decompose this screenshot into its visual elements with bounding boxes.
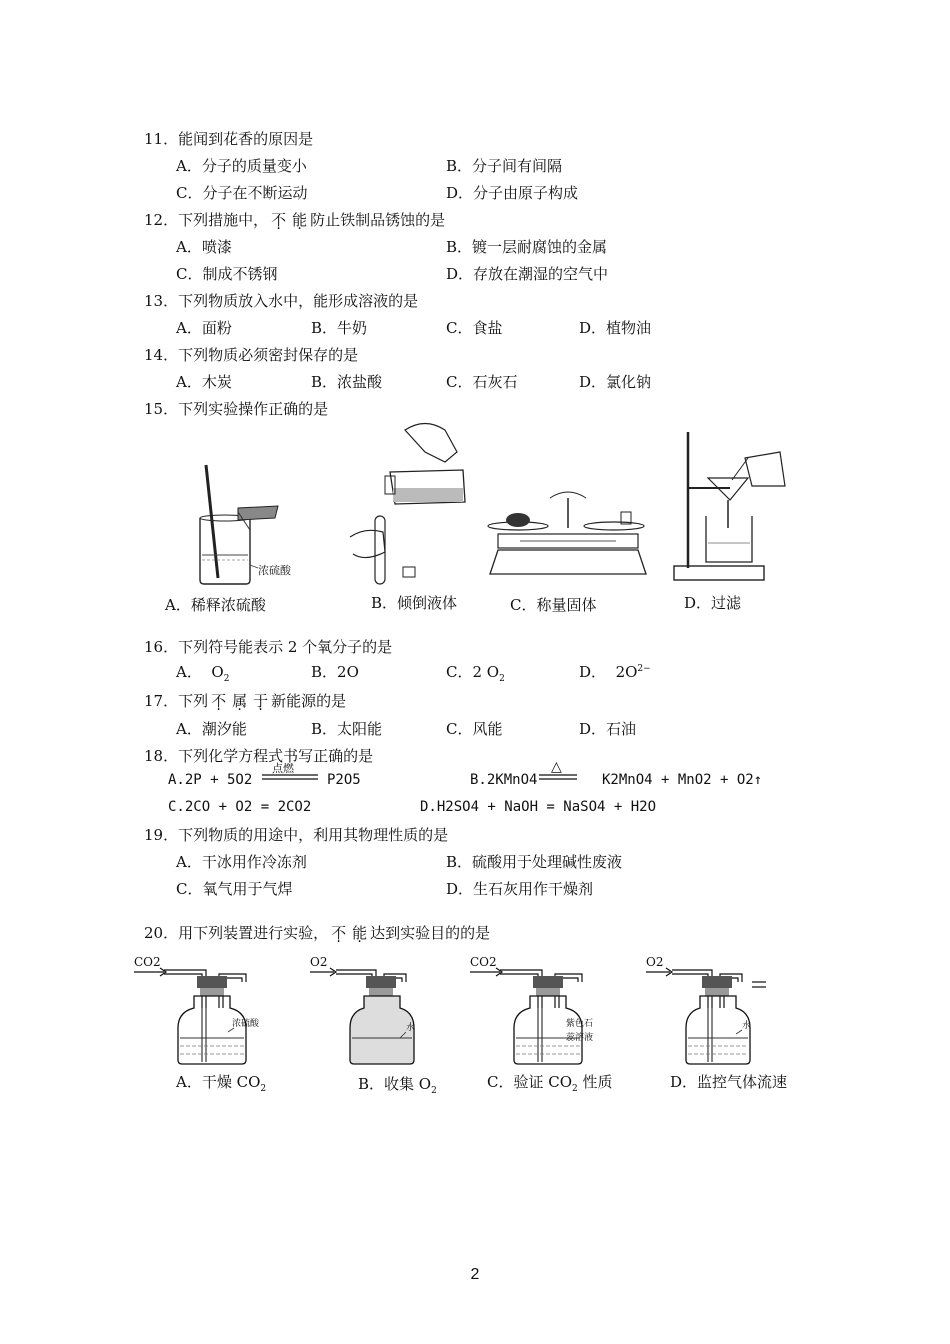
q13-stem: 13．下列物质放入水中，能形成溶液的是	[144, 292, 419, 310]
svg-text:浓硫酸: 浓硫酸	[232, 1019, 260, 1029]
svg-text:水: 水	[742, 1021, 752, 1031]
q18-stem: 18．下列化学方程式书写正确的是	[144, 747, 374, 765]
svg-text:水: 水	[406, 1023, 416, 1033]
figure-balance	[488, 488, 648, 588]
q18-option-d: D.H2SO4 + NaOH = NaSO4 + H2O	[420, 799, 657, 815]
q18-option-b-left: B.2KMnO4	[470, 772, 538, 788]
q18-condition-heat: △	[551, 759, 562, 775]
q20-stem: 20．用下列装置进行实验， 不 能 达到实验目的的是	[144, 924, 491, 942]
emphasis-mark: 属	[232, 692, 248, 710]
svg-text:CO2: CO2	[470, 955, 497, 969]
q13-option-a: A．面粉	[176, 319, 232, 337]
q11-option-b: B．分子间有间隔	[446, 157, 563, 175]
svg-text:CO2: CO2	[134, 955, 161, 969]
q18-condition-ignite: 点燃	[272, 762, 294, 775]
q12-option-d: D．存放在潮湿的空气中	[446, 265, 609, 283]
double-line-arrow	[262, 774, 318, 782]
q17-option-b: B．太阳能	[311, 720, 383, 738]
emphasis-mark: 不	[211, 692, 227, 710]
svg-text:O2: O2	[646, 955, 664, 969]
q13-option-b: B．牛奶	[311, 319, 368, 337]
q19-option-b: B．硫酸用于处理碱性废液	[446, 853, 623, 871]
q19-option-d: D．生石灰用作干燥剂	[446, 880, 594, 898]
svg-text:蕊溶液: 蕊溶液	[566, 1033, 594, 1043]
q17-stem: 17．下列 不 属 于 新能源的是	[144, 692, 347, 710]
q20-option-c: C．验证 $CO_2$ 性质	[487, 1073, 613, 1094]
q15-option-b: B．倾倒液体	[371, 594, 458, 612]
q11-option-d: D．分子由原子构成	[446, 184, 579, 202]
q11-stem: 11．能闻到花香的原因是	[144, 130, 314, 148]
q20-option-a: A．干燥 $CO_2$	[176, 1073, 267, 1094]
q18-option-c: C.2CO + O2 = 2CO2	[168, 799, 312, 815]
apparatus-collect-o2	[310, 952, 480, 1068]
figure-dilute-acid	[190, 460, 310, 590]
q16-stem: 16．下列符号能表示 2 个氧分子的是	[144, 638, 393, 656]
q14-stem: 14．下列物质必须密封保存的是	[144, 346, 359, 364]
q16-option-b: B．2O	[311, 663, 359, 681]
q19-stem: 19．下列物质的用途中，利用其物理性质的是	[144, 826, 449, 844]
q12-option-b: B．镀一层耐腐蚀的金属	[446, 238, 608, 256]
q14-option-d: D．氯化钠	[579, 373, 652, 391]
emphasis-mark: 不	[271, 211, 287, 229]
q20-option-d: D．监控气体流速	[670, 1073, 788, 1091]
emphasis-mark: 于	[253, 692, 269, 710]
q20-option-b: B．收集 $O_2$	[358, 1075, 437, 1096]
apparatus-verify-co2	[470, 952, 640, 1068]
q12-option-a: A．喷漆	[176, 238, 232, 256]
q15-stem: 15．下列实验操作正确的是	[144, 400, 329, 418]
q11-option-c: C．分子在不断运动	[176, 184, 308, 202]
q17-option-d: D．石油	[579, 720, 637, 738]
q16-option-c: C．2 $O_2$	[446, 663, 505, 684]
q17-option-a: A．潮汐能	[176, 720, 247, 738]
q16-option-a: A． $O_2$	[176, 663, 230, 684]
q11-option-a: A．分子的质量变小	[176, 157, 307, 175]
q13-option-d: D．植物油	[579, 319, 652, 337]
apparatus-dry-co2	[134, 952, 304, 1068]
emphasis-mark: 能	[292, 211, 308, 229]
q12-stem: 12．下列措施中， 不 能 防止铁制品锈蚀的是	[144, 211, 446, 229]
figure-pouring-liquid	[345, 412, 475, 587]
q18-option-a-left: A.2P + 5O2	[168, 772, 253, 788]
double-line-arrow	[539, 774, 577, 782]
page-number: 2	[470, 1266, 480, 1283]
q18-option-a-right: P2O5	[327, 772, 361, 788]
q13-option-c: C．食盐	[446, 319, 503, 337]
label-acid: 浓硫酸	[258, 564, 291, 577]
q19-option-a: A．干冰用作冷冻剂	[176, 853, 307, 871]
q15-option-c: C．称量固体	[510, 596, 597, 614]
q14-option-c: C．石灰石	[446, 373, 518, 391]
q18-option-b-right: K2MnO4 + MnO2 + O2↑	[602, 772, 763, 788]
q17-option-c: C．风能	[446, 720, 503, 738]
q15-option-a: A．稀释浓硫酸	[165, 596, 266, 614]
q12-option-c: C．制成不锈钢	[176, 265, 278, 283]
svg-text:紫色石: 紫色石	[566, 1019, 594, 1029]
q14-option-b: B．浓盐酸	[311, 373, 383, 391]
q14-option-a: A．木炭	[176, 373, 232, 391]
svg-text:O2: O2	[310, 955, 328, 969]
q16-option-d: D． $2O^{2-}$	[579, 663, 651, 681]
emphasis-mark: 不	[331, 924, 347, 942]
q19-option-c: C．氧气用于气焊	[176, 880, 293, 898]
emphasis-mark: 能	[352, 924, 368, 942]
figure-filtration	[670, 428, 790, 588]
apparatus-monitor-flow	[646, 952, 816, 1068]
q15-option-d: D．过滤	[684, 594, 742, 612]
